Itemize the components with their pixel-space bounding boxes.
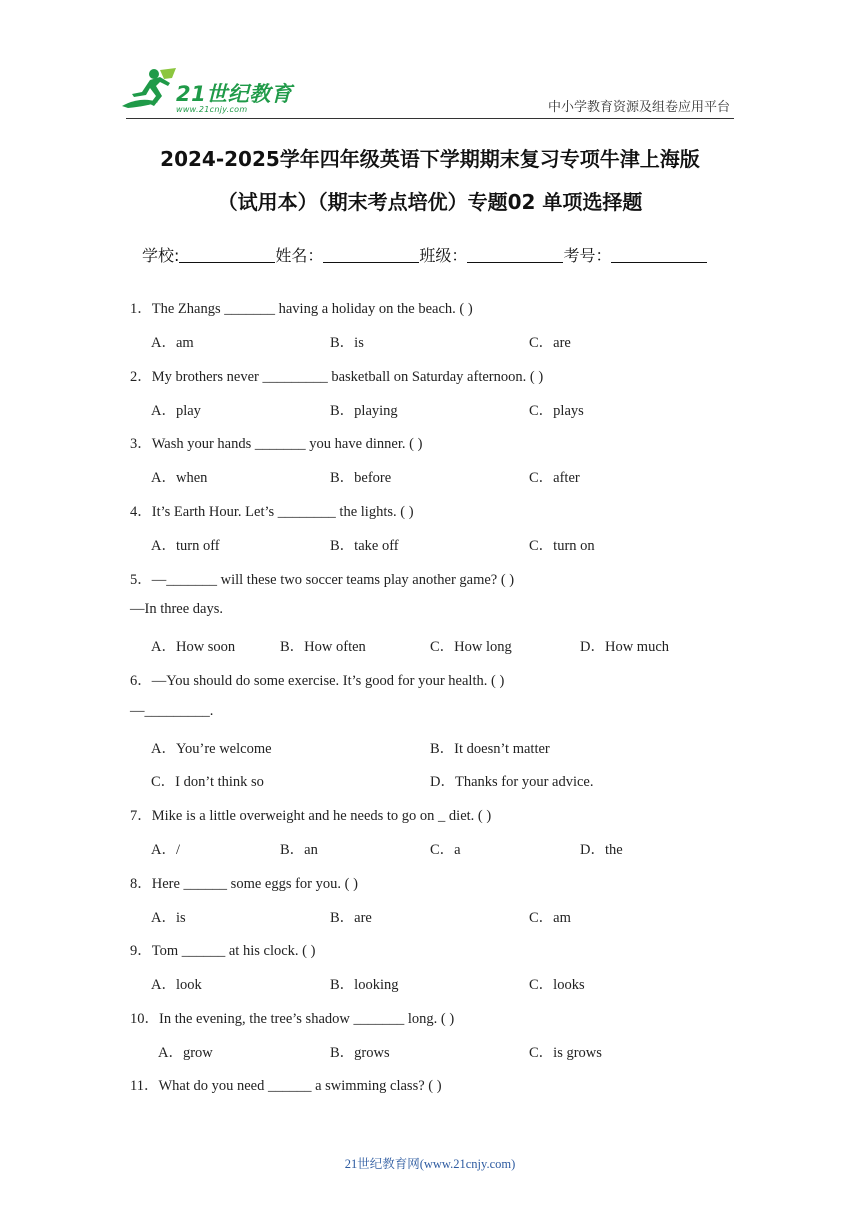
student-info-row [142,243,707,266]
question-stem: 6．—You should do some exercise. It’s good for your health. ( ) [130,673,505,689]
option[interactable]: A．is [151,910,186,926]
class-blank[interactable] [467,246,563,263]
page-title-line2: （试用本）（期末考点培优）专题02 单项选择题 [217,190,643,214]
option[interactable]: A．/ [151,842,180,858]
option[interactable]: B．How often [280,639,366,655]
option[interactable]: A．when [151,470,208,486]
class-label: 班级： [419,246,468,265]
option[interactable]: C．after [529,470,580,486]
option[interactable]: D．the [580,842,623,858]
question-stem: 11．What do you need ______ a swimming class? ( ) [130,1078,442,1094]
option[interactable]: A．grow [158,1045,213,1061]
question-stem: 5．—_______ will these two soccer teams play another game? ( ) [130,572,515,588]
option[interactable]: B．It doesn’t matter [430,741,550,757]
question-stem: 4．It’s Earth Hour. Let’s ________ the lights. ( ) [130,504,414,520]
option[interactable]: C．How long [430,639,512,655]
number-blank[interactable] [611,246,707,263]
option[interactable]: D．How much [580,639,670,655]
option[interactable]: A．You’re welcome [151,741,272,757]
option[interactable]: B．looking [330,977,399,993]
runner-logo-icon [120,66,180,112]
number-label: 考号： [563,246,612,265]
option[interactable]: A．turn off [151,538,220,554]
logo-url: www.21cnjy.com [176,105,248,114]
question-stem: 3．Wash your hands _______ you have dinner. ( ) [130,436,423,452]
option[interactable]: C．turn on [529,538,595,554]
answer-line: —In three days. [130,601,224,617]
school-label: 学校: [142,246,180,265]
question-stem: 2．My brothers never _________ basketball on Saturday afternoon. ( ) [130,369,544,385]
option[interactable]: C．am [529,910,571,926]
option[interactable]: B．an [280,842,318,858]
school-blank[interactable] [179,246,275,263]
logo-text: 21世纪教育 [176,82,293,106]
header-divider [126,118,734,119]
option[interactable]: C．plays [529,403,584,419]
option[interactable]: C．I don’t think so [151,774,264,790]
option[interactable]: C．are [529,335,571,351]
question-stem: 7．Mike is a little overweight and he needs to go on _ diet. ( ) [130,808,492,824]
option[interactable]: B．grows [330,1045,390,1061]
answer-line: —_________. [130,703,214,719]
option[interactable]: B．playing [330,403,398,419]
question-stem: 10．In the evening, the tree’s shadow _______ long. ( ) [130,1011,455,1027]
name-blank[interactable] [323,246,419,263]
option[interactable]: B．are [330,910,372,926]
platform-label: 中小学教育资源及组卷应用平台 [547,99,730,114]
option[interactable]: C．is grows [529,1045,602,1061]
question-stem: 9．Tom ______ at his clock. ( ) [130,943,316,959]
option[interactable]: A．am [151,335,194,351]
name-label: 姓名： [275,246,324,265]
option[interactable]: B．take off [330,538,399,554]
option[interactable]: A．look [151,977,202,993]
option[interactable]: A．How soon [151,639,236,655]
option[interactable]: C．looks [529,977,585,993]
page-title-line1: 2024-2025学年四年级英语下学期期末复习专项牛津上海版 [160,147,700,171]
option[interactable]: A．play [151,403,201,419]
question-stem: 1．The Zhangs _______ having a holiday on the beach. ( ) [130,301,473,317]
option[interactable]: B．is [330,335,364,351]
question-stem: 8．Here ______ some eggs for you. ( ) [130,876,358,892]
footer-link[interactable]: 21世纪教育网(www.21cnjy.com) [344,1157,516,1171]
option[interactable]: B．before [330,470,392,486]
option[interactable]: C．a [430,842,461,858]
option[interactable]: D．Thanks for your advice. [430,774,594,790]
